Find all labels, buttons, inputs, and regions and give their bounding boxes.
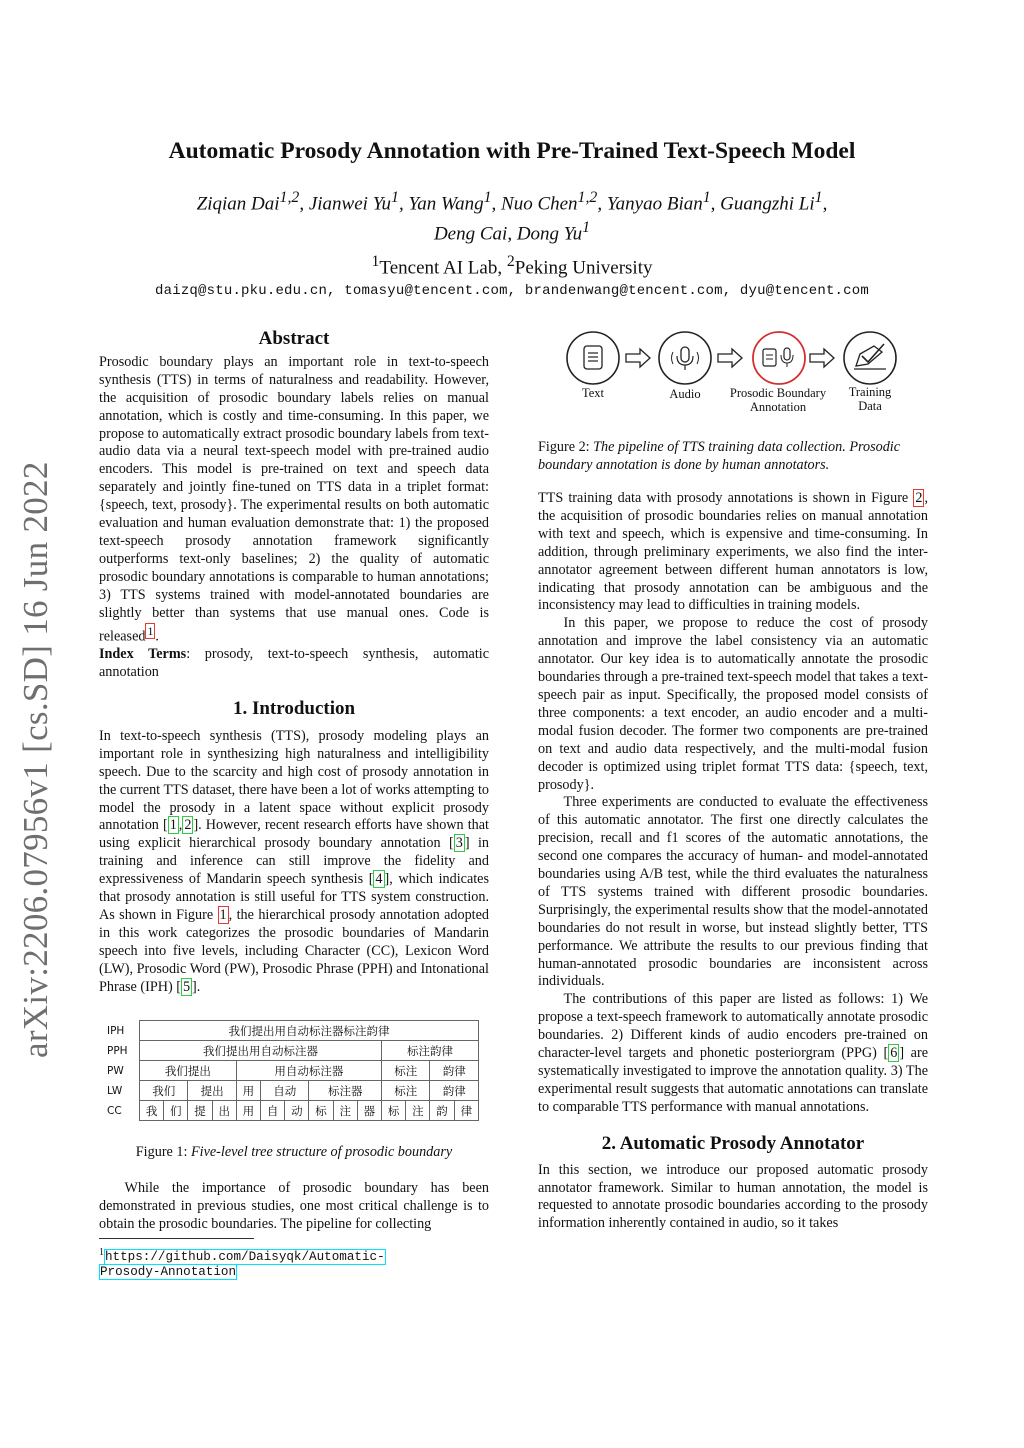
index-terms	[99, 646, 489, 682]
author-name: Nuo Chen	[501, 193, 578, 215]
prosody-tree-table	[107, 1020, 479, 1121]
pipeline-label: Training Data	[848, 385, 892, 413]
level-label: CC	[107, 1104, 122, 1117]
tree-cell: 标	[309, 1101, 333, 1121]
tree-cell: 标	[382, 1101, 406, 1121]
caption-text: The pipeline of TTS training data collection. Prosodic boundary annotation is done by human annotators.	[538, 439, 901, 473]
tree-row-pph	[107, 1041, 479, 1061]
intro-text: , the hierarchical prosody annotation adopted in this work categorizes the prosodic boundaries of Mandarin speech into five levels, including Character (CC), Lexicon Word (LW), Prosodic Word (PW), Prosodic Phrase (PPH) and Intonational Phrase (IPH) [	[99, 906, 489, 995]
intro-text: ]. However, recent research efforts have shown that using explicit hierarchical prosody boundary annotation [	[99, 817, 489, 852]
tree-cell: 韵律	[430, 1061, 479, 1081]
right-column-body	[538, 490, 928, 1233]
author-sup: 1,2	[279, 189, 300, 206]
author-line-1: Ziqian Dai$^{1,2}$, Jianwei Yu$^1$, Yan Wang$^1$, Nuo Chen$^{1,2}$, Yanyao Bian$^1$, Guangzhi Li$^1$,	[196, 189, 828, 215]
tree-cell: 我们	[140, 1081, 188, 1101]
right-paragraph-3: Three experiments are conducted to evaluate the effectiveness of this automatic annotator. The first one directly calculates the precision, recall and f1 scores of the automatic annotations, the second one compares the accuracy of human- and model-annotated boundaries using A/B test, while the third evaluates the naturalness of TTS systems trained with different prosodic boundaries. Surprisingly, the experimental results show that the model-annotated boundaries do not result in worse, but instead slightly better, TTS performance. We attribute the results to our previous finding that human-annotated prosodic boundaries are inconsistent across individuals.	[538, 794, 928, 990]
affil-sup: 1	[371, 253, 380, 270]
footnote	[99, 1245, 499, 1280]
index-terms-label: Index Terms	[99, 646, 187, 663]
tree-cell: 注	[406, 1101, 430, 1121]
intro-paragraph-1	[99, 728, 489, 997]
body-text: The contributions of this paper are listed as follows: 1) We propose a text-speech framework to automatically annotate prosodic boundaries. 2) Different kinds of audio encoders pre-trained on character-level targets and phonetic posteriorgram (PPG) [	[538, 991, 928, 1062]
tree-row-cc	[107, 1101, 479, 1121]
tree-cell: 标注韵律	[382, 1041, 479, 1061]
author-name: Jianwei Yu	[308, 193, 392, 215]
citation-link[interactable]: 1	[169, 817, 177, 834]
citation-link[interactable]: 3	[455, 835, 463, 852]
author-sup: 1	[483, 189, 492, 206]
right-paragraph-2: In this paper, we propose to reduce the cost of prosody annotation and improve the label consistency via an automatic annotator. Our key idea is to automatically annotate the prosodic boundaries through a pre-trained text-speech model that takes a text-speech pair as input. Specifically, the proposed model consists of three components: a text encoder, an audio encoder and a multi-modal fusion decoder. The former two components are pre-trained on text and audio data respectively, and the multi-modal fusion decoder is optimized using triplet format TTS data: {speech, text, prosody}.	[538, 615, 928, 793]
tree-cell: 提	[188, 1101, 212, 1121]
author-sup: 1	[582, 219, 591, 237]
level-label: PW	[107, 1064, 124, 1077]
author-emails: daizq@stu.pku.edu.cn, tomasyu@tencent.com, brandenwang@tencent.com, dyu@tencent.com	[155, 283, 869, 299]
author-name: Ziqian Dai	[196, 193, 280, 215]
intro-continued	[99, 1180, 489, 1234]
tree-cell: 我们提出用自动标注器	[140, 1041, 382, 1061]
affiliations: $^1$Tencent AI Lab, $^2$Peking University	[371, 253, 653, 279]
abstract-heading: Abstract	[258, 328, 330, 349]
tree-row-iph	[107, 1021, 479, 1041]
footnote-url[interactable]: https://github.com/Daisyqk/Automatic-	[105, 1250, 385, 1265]
intro-paragraph-2: While the importance of prosodic boundary has been demonstrated in previous studies, one most critical challenge is to obtain the prosodic boundaries. The pipeline for collecting	[99, 1180, 489, 1232]
footnote-mark: 1	[99, 1247, 104, 1258]
tree-cell: 用	[236, 1101, 260, 1121]
author-name: Yanyao Bian	[606, 193, 703, 215]
pipeline-node-audio	[659, 332, 711, 384]
caption-text: Five-level tree structure of prosodic boundary	[190, 1144, 453, 1160]
tree-row-pw	[107, 1061, 479, 1081]
author-sup: 1,2	[577, 189, 598, 206]
caption-label: Figure 2:	[538, 439, 594, 455]
intro-text: ], which indicates that prosody annotation is still useful for TTS system construction. As shown in Figure	[99, 871, 489, 923]
arrow-icon	[626, 349, 650, 367]
intro-text: ].	[192, 978, 201, 995]
tree-cell: 用自动标注器	[236, 1061, 381, 1081]
arrow-icon	[810, 349, 834, 367]
footnote-line-1	[99, 1245, 499, 1265]
pipeline-node-text	[567, 332, 619, 384]
body-text: ] are systematically investigated to improve the annotation quality. 3) The experimental result suggests that automatic annotations can translate to comparable TTS performance with manual annotations.	[538, 1045, 928, 1115]
affil-name: Peking University	[514, 257, 653, 279]
tree-cell: 我们提出用自动标注器标注韵律	[140, 1021, 479, 1041]
section-2-heading: 2. Automatic Prosody Annotator	[601, 1132, 865, 1154]
tree-cell: 律	[454, 1101, 478, 1121]
figure-link[interactable]: 2	[915, 490, 923, 506]
tree-cell: 提出	[188, 1081, 236, 1101]
introduction-section	[99, 700, 489, 997]
body-text: TTS training data with prosody annotations is shown in Figure	[538, 490, 914, 506]
abstract-body	[99, 354, 489, 646]
abstract-section	[99, 330, 489, 682]
footnote-ref[interactable]: 1	[147, 623, 154, 638]
author-name: Yan Wang	[408, 193, 484, 215]
section-2-paragraph-1: In this section, we introduce our proposed automatic prosody annotator framework. Similar to human annotation, the model is requested to annotate prosodic boundaries according to the prosody information inherently contained in audio, so it takes	[538, 1161, 928, 1232]
pipeline-label: Text	[581, 386, 605, 400]
author-sup: 1	[391, 189, 399, 206]
abstract-text: Prosodic boundary plays an important role in text-to-speech synthesis (TTS) in terms of naturalness and readability. However, the acquisition of prosodic boundary labels relies on manual annotation, which is costly and time-consuming. In this paper, we propose to automatically extract prosodic boundary labels from text-audio data via a neural text-speech model with pre-trained audio encoders. This model is pre-trained on text and speech data separately and jointly fine-tuned on TTS data in a triplet format: {speech, text, prosody}. The experimental results on both automatic evaluation and human evaluation demonstrate that: 1) the proposed text-speech prosody annotation framework significantly outperforms text-only baselines; 2) the quality of automatic prosodic boundary annotations is comparable to human annotations; 3) TTS systems trained with model-annotated boundaries are slightly better than systems that use manual ones. Code is released	[99, 353, 489, 645]
index-terms-text: : prosody, text-to-speech synthesis, automatic annotation	[99, 646, 490, 681]
level-label: PPH	[107, 1044, 128, 1057]
author-name: Dong Yu	[516, 223, 583, 245]
body-text: , the acquisition of prosodic boundaries relies on manual annotation with text and speech, which is expensive and time-consuming. In addition, through preliminary experiments, we also find the inter-annotator agreement between different human annotators is low, indicating that prosody annotation can be ambiguous and the inconsistency may lead to difficulties in training models.	[538, 490, 928, 614]
arxiv-identifier: arXiv:2206.07956v1 [cs.SD] 16 Jun 2022	[16, 461, 55, 1058]
arrow-icon	[718, 349, 742, 367]
citation-link[interactable]: 5	[182, 978, 191, 995]
tree-cell: 标注器	[309, 1081, 382, 1101]
figure-2-caption	[538, 438, 928, 474]
citation-link[interactable]: 2	[184, 817, 192, 834]
tree-row-lw	[107, 1081, 479, 1101]
intro-text: ] in training and inference can still improve the fidelity and expressiveness of Mandarin speech synthesis [	[99, 835, 489, 888]
tree-cell: 韵	[430, 1101, 454, 1121]
figure-1-tree	[107, 1020, 479, 1121]
affil-name: Tencent AI Lab	[379, 257, 498, 279]
author-line-2: Deng Cai, Dong Yu$^1$	[433, 219, 591, 245]
abstract-end: .	[155, 628, 159, 645]
tree-cell: 标注	[382, 1081, 430, 1101]
tree-cell: 韵律	[430, 1081, 479, 1101]
right-paragraph-1	[538, 490, 928, 615]
pipeline-node-annotation	[753, 332, 805, 384]
author-sup: 1	[702, 189, 711, 206]
affil-sup: 2	[506, 253, 515, 270]
figure-link[interactable]: 1	[219, 906, 227, 923]
author-sup: 1	[814, 189, 823, 206]
tree-cell: 注	[333, 1101, 357, 1121]
tree-cell: 出	[212, 1101, 236, 1121]
level-label: LW	[107, 1084, 123, 1097]
pipeline-label: Prosodic Boundary Annotation	[729, 386, 827, 414]
tree-cell: 动	[285, 1101, 309, 1121]
tree-cell: 自动	[261, 1081, 309, 1101]
author-name: Deng Cai	[433, 223, 508, 245]
citation-link[interactable]: 4	[375, 871, 383, 888]
pipeline-label: Audio	[669, 387, 701, 401]
figure-1-caption	[99, 1143, 489, 1161]
right-paragraph-4	[538, 991, 928, 1116]
level-label: IPH	[107, 1024, 125, 1037]
tree-cell: 标注	[382, 1061, 430, 1081]
citation-link[interactable]: 6	[890, 1045, 898, 1062]
tree-cell: 用	[236, 1081, 260, 1101]
intro-heading: 1. Introduction	[232, 698, 356, 719]
tree-cell: 自	[261, 1101, 285, 1121]
paper-title: Automatic Prosody Annotation with Pre-Trained Text-Speech Model	[168, 138, 856, 164]
footnote-rule	[99, 1238, 254, 1239]
author-name: Guangzhi Li	[720, 193, 815, 215]
pipeline-node-training-data	[844, 332, 896, 384]
caption-label: Figure 1:	[135, 1144, 191, 1160]
tree-cell: 我	[140, 1101, 164, 1121]
figure-2-pipeline	[560, 326, 940, 421]
tree-cell: 器	[357, 1101, 381, 1121]
tree-cell: 们	[164, 1101, 188, 1121]
citation-separator: ,	[178, 817, 183, 834]
footnote-url-cont[interactable]: Prosody-Annotation	[100, 1265, 237, 1280]
tree-cell: 我们提出	[140, 1061, 237, 1081]
footnote-line-2	[99, 1265, 499, 1280]
author-list	[150, 186, 874, 247]
intro-text: In text-to-speech synthesis (TTS), prosody modeling plays an important role in synthesizing high naturalness and intelligibility speech. Due to the scarcity and high cost of prosody annotation in the current TTS dataset, there have been a lot of works attempting to model the prosody in a latent space without explicit prosody annotation [	[99, 727, 489, 834]
